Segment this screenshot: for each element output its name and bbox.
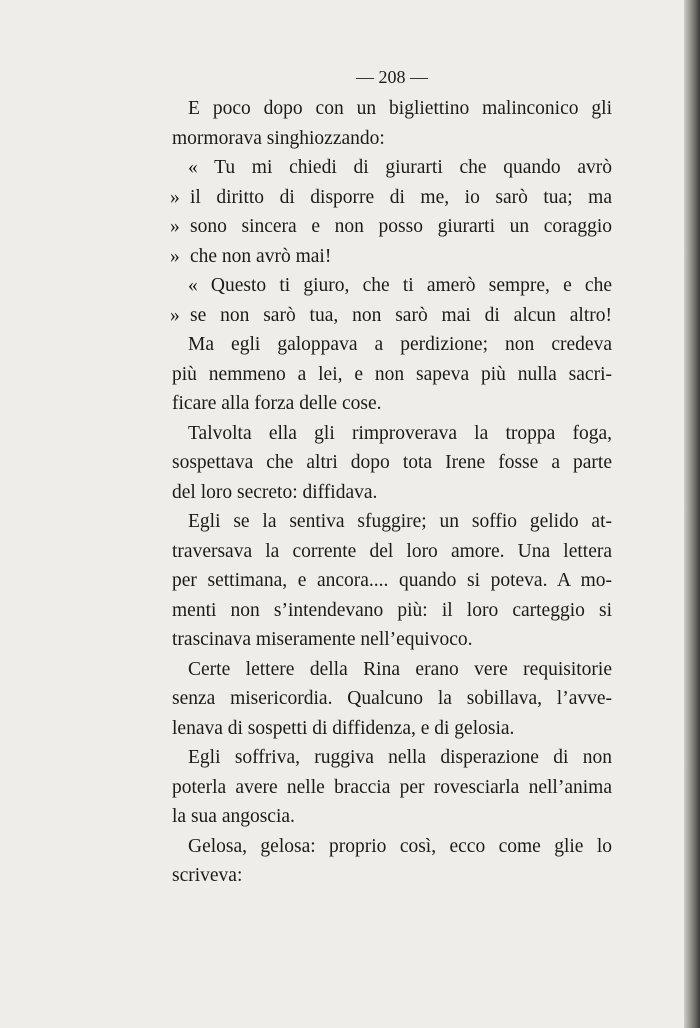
line-text: « Questo ti giuro, che ti amerò sempre, e che [188, 275, 612, 296]
paragraph [172, 507, 612, 655]
continuation-quote-mark: » [170, 216, 180, 237]
line-text: Certe lettere della Rina erano vere requisitorie [188, 658, 612, 680]
text-line [172, 271, 612, 301]
line-text: senza misericordia. Qualcuno la sobillava, l’avve- [172, 688, 612, 709]
text-line [172, 625, 612, 655]
text-line [172, 212, 612, 242]
text-line [172, 861, 612, 891]
text-line [172, 448, 612, 478]
line-text: per settimana, e ancora.... quando si poteva. A mo- [172, 570, 612, 591]
line-text: Ma egli galoppava a perdizione; non credeva [188, 334, 612, 355]
line-text: Egli se la sentiva sfuggire; un soffio gelido at- [188, 511, 612, 532]
text-line [172, 537, 612, 567]
line-text: sospettava che altri dopo tota Irene fosse a parte [172, 452, 612, 473]
text-line [172, 566, 612, 596]
paragraph [172, 330, 612, 419]
line-text: menti non s’intendevano più: il loro carteggio si [172, 599, 612, 621]
paragraph [172, 419, 612, 508]
paragraph [172, 94, 612, 153]
text-line [172, 507, 612, 537]
line-text: il diritto di disporre di me, io sarò tua; ma [190, 186, 612, 208]
line-text: lenava di sospetti di diffidenza, e di gelosia. [172, 717, 515, 739]
text-line [172, 301, 612, 331]
line-text: mormorava singhiozzando: [172, 127, 385, 149]
text-line [172, 802, 612, 832]
text-line [172, 124, 612, 154]
line-text: che non avrò mai! [190, 245, 332, 267]
paragraph [172, 655, 612, 744]
line-text: « Tu mi chiedi di giurarti che quando avrò [188, 157, 612, 178]
line-text: scriveva: [172, 865, 243, 886]
text-line [172, 743, 612, 773]
text-block [172, 62, 612, 891]
body-text [172, 94, 612, 891]
text-line [172, 242, 612, 272]
text-line [172, 655, 612, 685]
paragraph [172, 743, 612, 832]
line-text: Gelosa, gelosa: proprio così, ecco come glie lo [188, 835, 612, 857]
text-line [172, 330, 612, 360]
text-line [172, 183, 612, 213]
line-text: trascinava miseramente nell’equivoco. [172, 629, 473, 650]
text-line [172, 773, 612, 803]
text-line [172, 684, 612, 714]
line-text: poterla avere nelle braccia per rovesciarla nell’anima [172, 776, 612, 798]
text-line [172, 419, 612, 449]
continuation-quote-mark: » [170, 245, 180, 267]
paragraph [172, 832, 612, 891]
paragraph [172, 271, 612, 330]
continuation-quote-mark: » [170, 304, 180, 326]
continuation-quote-mark: » [170, 186, 180, 208]
text-line [172, 596, 612, 626]
line-text: Talvolta ella gli rimproverava la troppa foga, [188, 422, 612, 444]
text-line [172, 478, 612, 508]
line-text: del loro secreto: diffidava. [172, 481, 378, 503]
line-text: traversava la corrente del loro amore. Una lettera [172, 540, 612, 562]
line-text: la sua angoscia. [172, 806, 295, 827]
line-text: più nemmeno a lei, e non sapeva più nulla sacri- [172, 363, 612, 385]
text-line [172, 153, 612, 183]
text-line [172, 360, 612, 390]
text-line [172, 832, 612, 862]
text-line [172, 94, 612, 124]
page-edge-shadow [684, 0, 700, 1028]
line-text: sono sincera e non posso giurarti un coraggio [190, 216, 612, 237]
line-text: Egli soffriva, ruggiva nella disperazione di non [188, 747, 612, 768]
text-line [172, 714, 612, 744]
line-text: E poco dopo con un bigliettino malinconico gli [188, 98, 612, 119]
line-text: se non sarò tua, non sarò mai di alcun altro! [190, 304, 612, 326]
page-number: — 208 — [356, 67, 428, 87]
text-line [172, 389, 612, 419]
line-text: ficare alla forza delle cose. [172, 393, 382, 414]
paragraph [172, 153, 612, 271]
